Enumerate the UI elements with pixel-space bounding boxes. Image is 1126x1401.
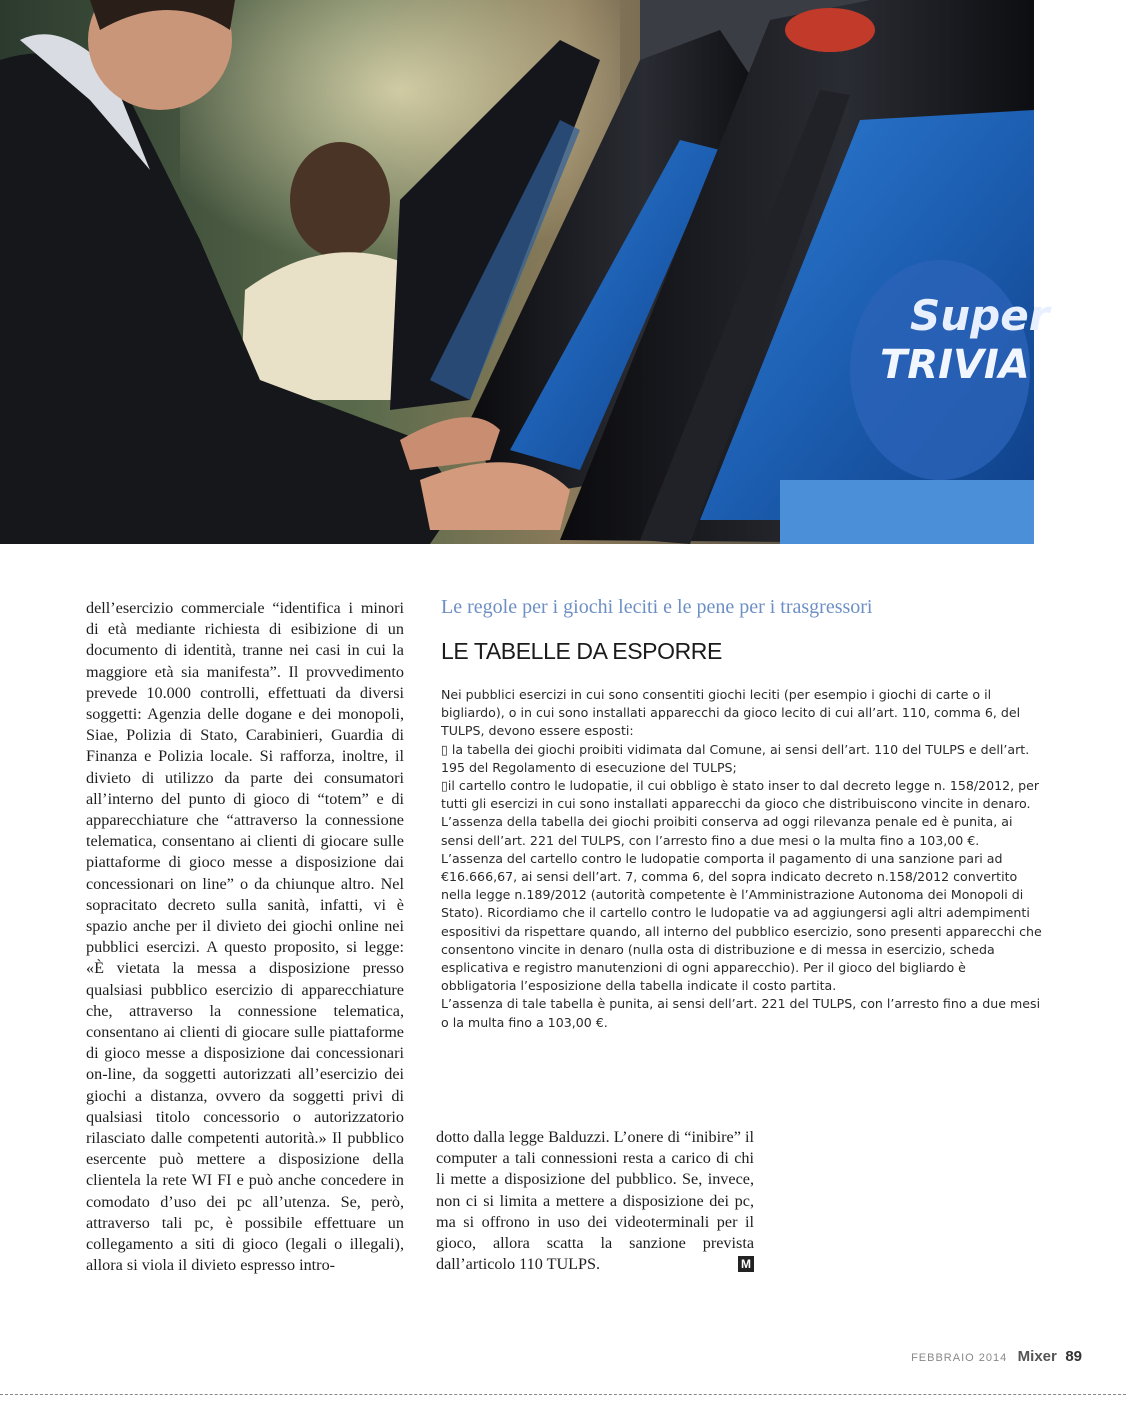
- page-footer: [911, 1348, 1082, 1366]
- slot-machines-photo: [0, 0, 1050, 544]
- box-list-item-tabella: ▯ la tabella dei giochi proibiti vidimata dal Comune, ai sensi dell’art. 110 del TULPS e dell’art. 195 del Regolamento di esecuzione del TULPS;: [441, 741, 1030, 775]
- screen-text-super: Super: [910, 291, 1050, 340]
- page-number: 89: [1065, 1348, 1082, 1365]
- box-title: LE TABELLE DA ESPORRE: [441, 638, 722, 664]
- box-paragraph: Nei pubblici esercizi in cui sono consentiti giochi leciti (per esempio i giochi di carte o il bigliardo), o in cui sono installati apparecchi da gioco lecito di cui all’art. 110, comma 6, del TULPS, devono essere esposti:: [441, 687, 1021, 739]
- cut-line-divider: [0, 1394, 1126, 1395]
- screen-text-trivia: TRIVIA: [880, 342, 1030, 388]
- box-paragraph: L’assenza di tale tabella è punita, ai sensi dell’art. 221 del TULPS, con l’arresto fino a due mesi o la multa fino a 103,00 €.: [441, 996, 1041, 1030]
- article-column-right: [436, 1127, 754, 1275]
- article-column-left: dell’esercizio commerciale “identifica i minori di età mediante richiesta di esibizione di un documento di identità, tranne nei casi in cui la maggiore età sia manifesta”. Il provvedimento prevede 10.000 controlli, effettuati da diversi soggetti: Agenzia delle dogane e dei monopoli, Siae, Polizia di Stato, Carabinieri, Guardia di Finanza e Polizia locale. Si rafforza, inoltre, il divieto di utilizzo da parte dei consumatori all’interno del punto di gioco di “totem” e di apparecchiature che “attraverso la connessione telematica, consentano ai clienti di giocare sulle piattaforme di gioco messe a disposizione dai concessionari on line” o da chiunque altro. Nel sopracitato decreto sulla sanità, infatti, vi è spazio anche per il divieto dei giochi online nei pubblici esercizi. A questo proposito, si legge: «È vietata la messa a disposizione presso qualsiasi pubblico esercizio di apparecchiature che, attraverso la connessione telematica, consentano ai clienti di giocare sulle piattaforme di gioco messe a disposizione dai concessionari on-line, da soggetti autorizzati all’esercizio dei giochi a distanza, ovvero da soggetti privi di qualsiasi titolo concessorio o autorizzatorio rilasciato dalle competenti autorità.» Il pubblico esercente può mettere a disposizione della clientela la rete WI FI e può anche concedere in comodato d’uso dei pc all’utenza. Se, però, attraverso tali pc, è possibile effettuare un collegamento a siti di gioco (legali o illegali), allora si viola il divieto espresso intro-: [86, 599, 404, 1275]
- box-list-item-cartello: ▯il cartello contro le ludopatie, il cui obbligo è stato inser to dal decreto legge n. 158/2012, per tutti gli esercizi in cui sono installati apparecchi da gioco che distribuiscono vincite in denaro.: [441, 778, 1040, 812]
- box-subtitle: Le regole per i giochi leciti e le pene per i trasgressori: [441, 596, 873, 618]
- end-of-article-mark: M: [738, 1256, 754, 1272]
- article-column-right-text: dotto dalla legge Balduzzi. L’onere di “inibire” il computer a tali connessioni resta a carico di chi li mette a disposizione del pubblico. Se, invece, non ci si limita a mettere a disposizione dei pc, ma si offrono in uso dei videoterminali per il gioco, allora scatta la sanzione prevista dall’articolo 110 TULPS.: [436, 1128, 754, 1274]
- article-photo: [0, 0, 1050, 544]
- box-body: [441, 686, 1045, 1032]
- footer-date: FEBBRAIO 2014: [911, 1352, 1008, 1364]
- footer-magazine-name: Mixer: [1017, 1348, 1057, 1365]
- box-paragraph: L’assenza della tabella dei giochi proibiti conserva ad oggi rilevanza penale ed è punita, ai sensi dell’art. 221 del TULPS, con l’arresto fino a due mesi o la multa fino a 103,00 €. L’assenza del cartello contro le ludopatie comporta il pagamento di una sanzione pari ad €16.666,67, ai sensi dell’art. 7, comma 6, del sopra indicato decreto n.158/2012 convertito nella legge n.189/2012 (autorità competente è l’Amministrazione Autonoma dei Monopoli di Stato). Ricordiamo che il cartello contro le ludopatie va ad aggiungersi agli altri adempimenti espositivi da rispettare quando, all interno del pubblico esercizio, sono presenti apparecchi che consentono vincite in denaro (nulla osta di distribuzione e di messa in esercizio, scheda esplicativa e registro manutenzioni di ogni apparecchio). Per il gioco del bigliardo è obbligatoria l’esposizione della tabella indicate il costo partita.: [441, 814, 1042, 994]
